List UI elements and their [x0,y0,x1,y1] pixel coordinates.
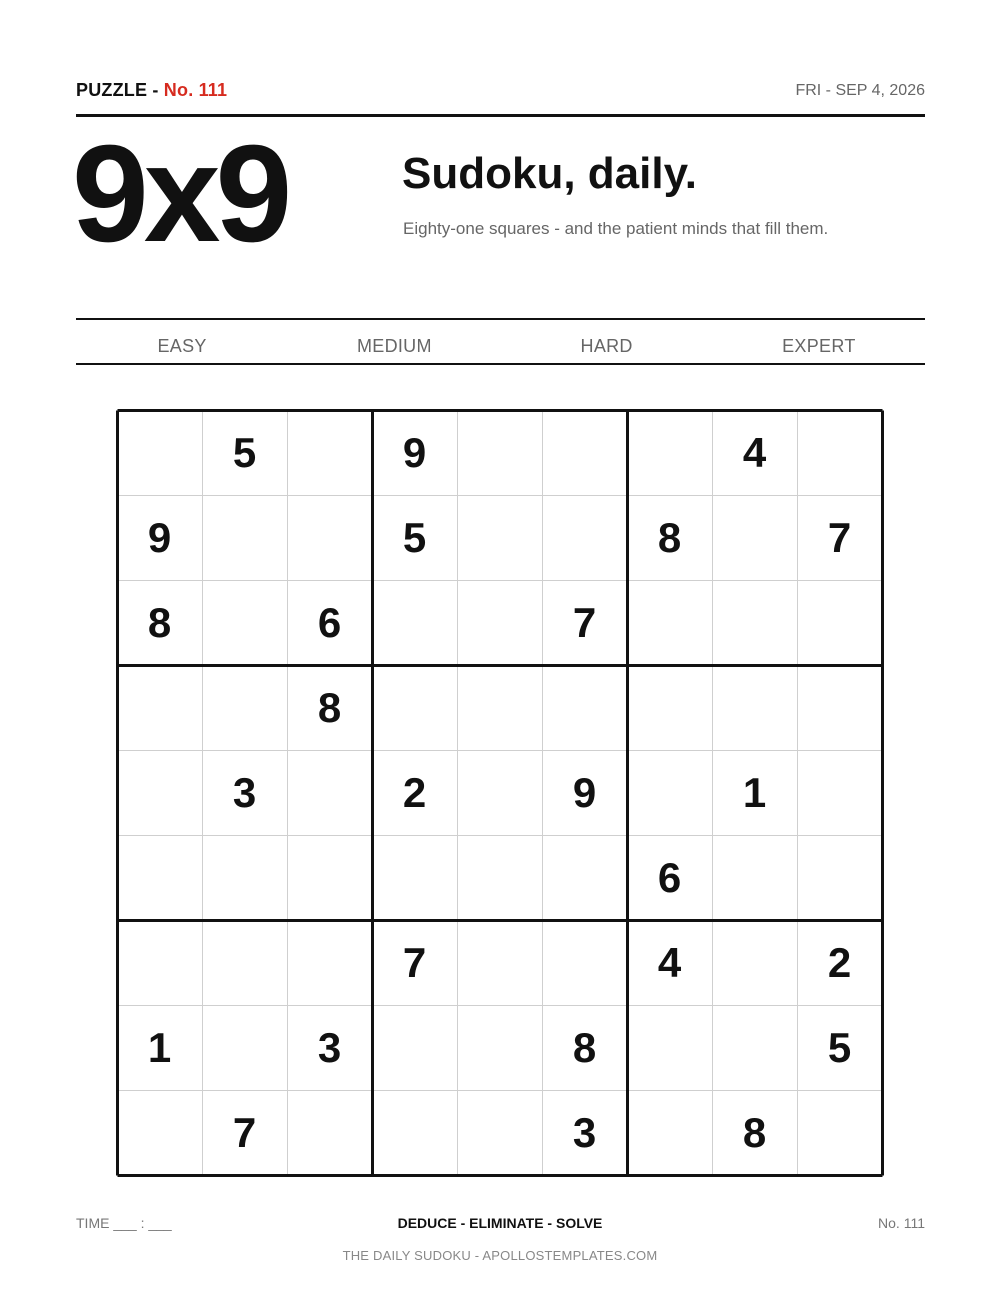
grid-cell[interactable] [542,836,627,921]
grid-cell[interactable] [202,580,287,665]
grid-cell[interactable] [712,836,797,921]
grid-cell[interactable]: 2 [827,939,852,987]
footer-site: THE DAILY SUDOKU - APOLLOSTEMPLATES.COM [342,1248,658,1263]
grid-cell[interactable] [797,410,882,495]
sudoku-grid [117,410,882,1176]
difficulty-easy[interactable]: EASY [157,336,207,356]
grid-cell[interactable]: 8 [147,598,172,646]
grid-cell[interactable]: 9 [572,768,597,816]
grid-cell[interactable] [117,750,202,835]
grid-cell[interactable] [712,580,797,665]
grid-cell[interactable] [202,921,287,1006]
grid-cell[interactable]: 4 [742,428,767,476]
grid-cell[interactable] [117,921,202,1006]
grid-cell[interactable]: 8 [742,1109,767,1157]
grid-cell[interactable]: 7 [572,598,597,646]
grid-cell[interactable] [797,1091,882,1176]
grid-cell[interactable] [202,665,287,750]
puzzle-number: No. 111 [163,80,228,100]
grid-cell[interactable] [372,1091,457,1176]
grid-cell[interactable] [202,495,287,580]
difficulty-bar [76,336,925,360]
grid-cell[interactable]: 9 [402,428,427,476]
grid-cell[interactable] [287,1091,372,1176]
date-label: FRI - SEP 4, 2026 [795,82,925,99]
difficulty-bottom-divider [76,363,925,365]
grid-cell[interactable] [457,665,542,750]
grid-cell[interactable] [202,1006,287,1091]
grid-cell[interactable]: 6 [657,854,682,902]
grid-cell[interactable]: 8 [572,1024,597,1072]
puzzle-prefix: PUZZLE - [76,80,164,100]
grid-cell[interactable] [372,1006,457,1091]
grid-cell[interactable] [457,921,542,1006]
grid-cell[interactable]: 5 [232,428,257,476]
grid-cell[interactable]: 7 [827,513,852,561]
grid-cell[interactable]: 3 [232,768,257,816]
grid-cell[interactable] [627,750,712,835]
grid-cell[interactable] [287,836,372,921]
grid-cell[interactable] [457,836,542,921]
grid-cell[interactable]: 2 [402,768,427,816]
grid-cell[interactable] [287,495,372,580]
grid-cell[interactable] [797,750,882,835]
subline: Eighty-one squares - and the patient minds that fill them. [403,219,829,238]
grid-cell[interactable] [457,410,542,495]
grid-cell[interactable]: 8 [657,513,682,561]
grid-cell[interactable] [627,1006,712,1091]
grid-cell[interactable] [457,1091,542,1176]
headline: Sudoku, daily. [402,149,698,198]
difficulty-medium[interactable]: MEDIUM [356,336,432,356]
grid-cell[interactable] [712,1006,797,1091]
grid-cell[interactable]: 5 [402,513,427,561]
grid-cell[interactable] [117,836,202,921]
footer-motto: DEDUCE - ELIMINATE - SOLVE [397,1215,603,1231]
difficulty-hard[interactable]: HARD [580,336,633,356]
grid-cell[interactable] [117,665,202,750]
difficulty-top-divider [76,318,925,320]
grid-cell[interactable] [287,921,372,1006]
grid-cell[interactable] [712,665,797,750]
grid-cell[interactable] [627,665,712,750]
grid-cell[interactable] [287,410,372,495]
grid-cell[interactable] [627,410,712,495]
grid-cell[interactable] [627,580,712,665]
grid-cell[interactable] [202,836,287,921]
grid-cell[interactable] [372,580,457,665]
grid-cell[interactable] [457,580,542,665]
grid-cell[interactable] [542,921,627,1006]
grid-cell[interactable]: 9 [147,513,172,561]
grid-cell[interactable] [372,665,457,750]
grid-cell[interactable]: 5 [827,1024,852,1072]
grid-cell[interactable] [712,495,797,580]
grid-cell[interactable]: 8 [317,683,342,731]
grid-cell[interactable] [542,410,627,495]
grid-cell[interactable] [712,921,797,1006]
grid-cell[interactable]: 4 [657,939,682,987]
grid-cell[interactable]: 3 [572,1109,597,1157]
grid-cell[interactable] [117,1091,202,1176]
grid-cell[interactable]: 7 [232,1109,257,1157]
grid-cell[interactable] [117,410,202,495]
grid-cell[interactable] [372,836,457,921]
top-row [76,80,925,104]
grid-cell[interactable] [457,1006,542,1091]
grid-cell[interactable] [542,665,627,750]
grid-cell[interactable] [627,1091,712,1176]
grid-cell[interactable] [797,665,882,750]
grid-cell[interactable] [797,580,882,665]
grid-cell[interactable] [457,495,542,580]
grid-cell[interactable] [457,750,542,835]
grid-cell[interactable] [542,495,627,580]
footer-number: No. 111 [878,1215,925,1231]
grid-cell[interactable]: 3 [317,1024,342,1072]
time-field: TIME ___ : ___ [76,1215,172,1231]
grid-cell[interactable]: 1 [742,768,767,816]
big-title: 9x9 [72,117,288,271]
puzzle-label [76,80,227,101]
grid-cell[interactable] [287,750,372,835]
grid-cell[interactable]: 1 [147,1024,172,1072]
grid-cell[interactable] [797,836,882,921]
difficulty-expert[interactable]: EXPERT [782,336,856,356]
grid-cell[interactable]: 6 [317,598,342,646]
grid-cell[interactable]: 7 [402,939,427,987]
